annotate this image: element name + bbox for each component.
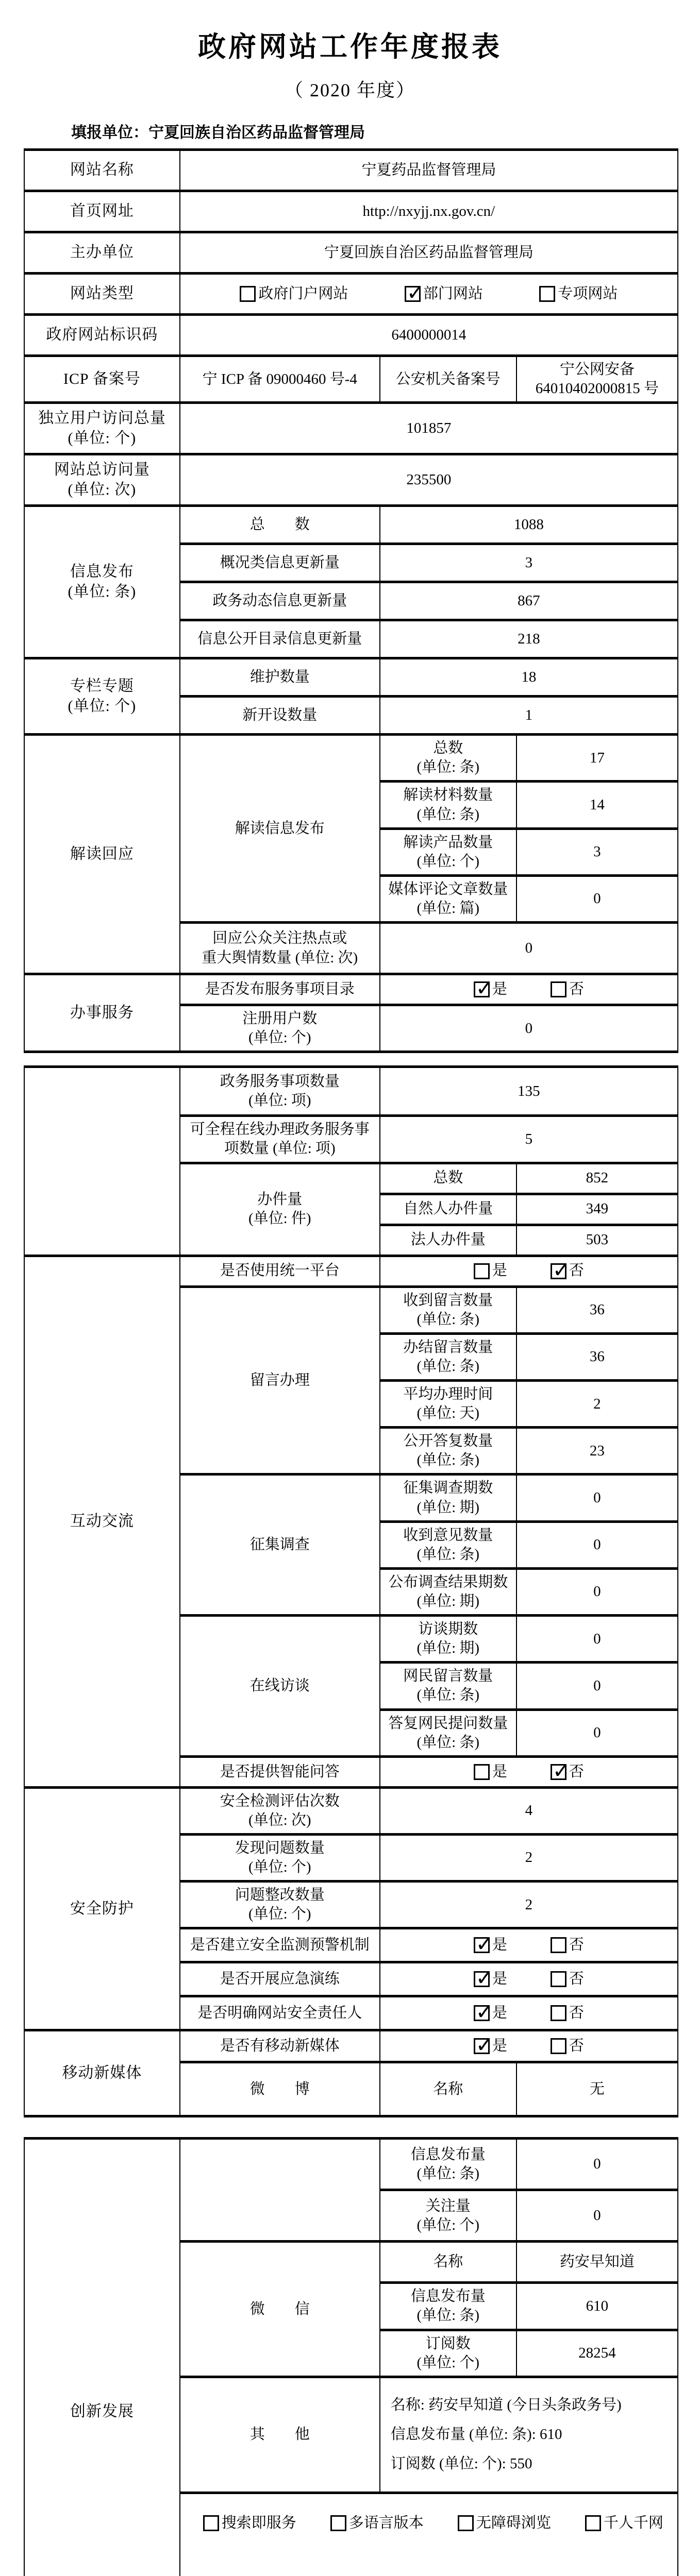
- checkbox-group: [384, 2004, 674, 2023]
- checkbox-label: 是: [492, 981, 507, 998]
- label-cell: 公开答复数量 (单位: 条): [380, 1428, 516, 1475]
- homepage-url-value: http://nxyjj.nx.gov.cn/: [180, 191, 678, 232]
- checkbox-group: [384, 1762, 674, 1782]
- checkbox-option: [474, 1970, 507, 1989]
- section-label-cell: 专栏专题 (单位: 个): [24, 658, 180, 735]
- value-cell: 23: [516, 1428, 678, 1475]
- checkbox-unchecked-icon: [203, 2515, 219, 2531]
- checkbox-label: 是: [492, 1937, 507, 1954]
- value-cell: 0: [516, 1521, 678, 1568]
- section-label-cell: 网站名称: [24, 150, 180, 191]
- site-id-code-value: 6400000014: [180, 315, 678, 356]
- checkbox-unchecked-icon: [474, 1263, 490, 1279]
- table-row: [24, 658, 678, 697]
- table-row: [24, 1256, 678, 1286]
- checkbox-label: 是: [492, 1262, 507, 1279]
- label-cell: 留言办理: [180, 1286, 380, 1475]
- label-cell: 维护数量: [180, 658, 380, 697]
- section-label-cell: 办事服务: [24, 974, 180, 1052]
- checkbox-checked-icon: [551, 1764, 566, 1780]
- checkbox-option: [474, 2037, 507, 2056]
- label-cell: 关注量 (单位: 个): [380, 2190, 516, 2242]
- label-cell: 信息发布量 (单位: 条): [380, 2283, 516, 2330]
- label-cell: 是否提供智能问答: [180, 1756, 380, 1787]
- checkbox-unchecked-icon: [551, 2038, 566, 2054]
- has-newmedia-options: [380, 2030, 678, 2062]
- checkbox-option: [551, 2004, 584, 2023]
- value-cell: 0: [516, 2190, 678, 2242]
- other-newmedia-info: [380, 2377, 678, 2493]
- section-innovation: 创新发展: [24, 2139, 180, 2576]
- section-label-cell: 网站总访问量 (单位: 次): [24, 454, 180, 506]
- value-cell: 18: [380, 658, 678, 697]
- label-cell: 总数: [380, 1163, 516, 1194]
- label-cell: 访谈期数 (单位: 期): [380, 1616, 516, 1663]
- value-cell: 867: [380, 582, 678, 620]
- label-cell: 发现问题数量 (单位: 个): [180, 1834, 380, 1881]
- checkbox-option: [551, 1970, 584, 1989]
- value-cell: 610: [516, 2283, 678, 2330]
- total-visits-value: 235500: [180, 454, 678, 506]
- checkbox-option: [474, 1936, 507, 1955]
- checkbox-option: [405, 284, 483, 303]
- value-cell: 0: [516, 2139, 678, 2190]
- label-cell: 是否使用统一平台: [180, 1256, 380, 1286]
- value-cell: 17: [516, 735, 678, 782]
- checkbox-group: [384, 980, 674, 999]
- label-cell: 回应公众关注热点或 重大舆情数量 (单位: 次): [180, 923, 380, 974]
- label-cell: 新开设数量: [180, 697, 380, 735]
- checkbox-option: [474, 1762, 507, 1782]
- basic-info-table: [24, 148, 678, 1053]
- value-cell: 135: [380, 1067, 678, 1116]
- table-row: [24, 506, 678, 544]
- value-cell: 14: [516, 782, 678, 828]
- checkbox-label: 是: [492, 2005, 507, 2022]
- page-title: 政府网站工作年度报表: [198, 31, 502, 62]
- section-label-cell: 解读回应: [24, 735, 180, 974]
- value-cell: 36: [516, 1286, 678, 1333]
- value-cell: 2: [380, 1834, 678, 1881]
- label-cell: 征集调查期数 (单位: 期): [380, 1475, 516, 1521]
- smart-qa-options: [380, 1756, 678, 1787]
- label-cell: 解读产品数量 (单位: 个): [380, 828, 516, 875]
- section-label-cell: 安全防护: [24, 1787, 180, 2030]
- table-row: [24, 274, 678, 315]
- value-cell: 349: [516, 1194, 678, 1225]
- checkbox-unchecked-icon: [551, 2005, 566, 2021]
- checkbox-option: [539, 284, 618, 303]
- table-row: [24, 315, 678, 356]
- value-cell: 0: [516, 1709, 678, 1756]
- value-cell: 5: [380, 1116, 678, 1163]
- table-row: [24, 150, 678, 191]
- report-header: [0, 0, 700, 142]
- checkbox-unchecked-icon: [551, 1937, 566, 1953]
- table-row: [24, 2030, 678, 2062]
- checkbox-label: 否: [569, 1763, 584, 1780]
- label-cell: 公安机关备案号: [380, 356, 516, 403]
- info-line: 订阅数 (单位: 个): 550: [390, 2455, 532, 2472]
- label-cell: 法人办件量: [380, 1225, 516, 1256]
- checkbox-unchecked-icon: [330, 2515, 346, 2531]
- checkbox-checked-icon: [551, 1263, 566, 1279]
- label-cell: 总数 (单位: 条): [380, 735, 516, 782]
- label-cell: 解读材料数量 (单位: 条): [380, 782, 516, 828]
- label-cell: 收到意见数量 (单位: 条): [380, 1521, 516, 1568]
- value-cell: 1: [380, 697, 678, 735]
- value-cell: 1088: [380, 506, 678, 544]
- label-cell: 解读信息发布: [180, 735, 380, 923]
- icp-number-value: 宁 ICP 备 09000460 号-4: [180, 356, 380, 403]
- checkbox-label: 搜索即服务: [221, 2514, 296, 2531]
- checkbox-label: 无障碍浏览: [476, 2514, 551, 2531]
- label-cell: 媒体评论文章数量 (单位: 篇): [380, 875, 516, 922]
- value-cell: 4: [380, 1787, 678, 1834]
- label-cell: 在线访谈: [180, 1616, 380, 1757]
- label-cell: 名称: [380, 2242, 516, 2283]
- checkbox-option: [458, 2514, 551, 2533]
- checkbox-option: [474, 2004, 507, 2023]
- value-cell: 0: [516, 1475, 678, 1521]
- info-paragraphs: [384, 2383, 674, 2486]
- label-cell: 总 数: [180, 506, 380, 544]
- reporting-unit-line: 填报单位：宁夏回族自治区药品监督管理局: [71, 124, 365, 141]
- table-row: [24, 1067, 678, 1116]
- value-cell: 36: [516, 1333, 678, 1380]
- police-record-number-value: 宁公网安备 64010402000815 号: [516, 356, 678, 403]
- unified-platform-options: [380, 1256, 678, 1286]
- checkbox-label: 否: [569, 1937, 584, 1954]
- checkbox-option: [585, 2514, 663, 2533]
- checkbox-label: 专项网站: [558, 285, 618, 302]
- report-year-subtitle: （ 2020 年度）: [284, 80, 415, 100]
- table-row: [24, 191, 678, 232]
- table-row: [24, 735, 678, 782]
- checkbox-checked-icon: [474, 2005, 490, 2021]
- value-cell: 0: [516, 875, 678, 922]
- checkbox-checked-icon: [405, 286, 421, 302]
- section-label-cell: 独立用户访问总量(单位: 个): [24, 403, 180, 454]
- security-warning-options: [380, 1928, 678, 1962]
- checkbox-checked-icon: [474, 2038, 490, 2054]
- label-cell: 征集调查: [180, 1475, 380, 1616]
- service-catalog-published-options: [380, 974, 678, 1005]
- label-cell: 微 信: [180, 2242, 380, 2377]
- site-type-options: [180, 274, 678, 315]
- label-cell: 收到留言数量 (单位: 条): [380, 1286, 516, 1333]
- value-cell: 2: [516, 1380, 678, 1427]
- checkbox-group: [384, 1936, 674, 1955]
- section-label-cell: 互动交流: [24, 1256, 180, 1787]
- label-cell: 是否建立安全监测预警机制: [180, 1928, 380, 1962]
- table-row: [24, 403, 678, 454]
- table-row: [24, 1787, 678, 1834]
- section-label-cell: 政府网站标识码: [24, 315, 180, 356]
- security-officer-options: [380, 1996, 678, 2030]
- checkbox-label: 否: [569, 1971, 584, 1988]
- label-cell: 可全程在线办理政务服务事 项数量 (单位: 项): [180, 1116, 380, 1163]
- info-line: 信息发布量 (单位: 条): 610: [390, 2426, 562, 2443]
- value-cell: 0: [516, 1663, 678, 1709]
- info-line: 名称: 药安早知道 (今日头条政务号): [390, 2397, 622, 2414]
- checkbox-unchecked-icon: [551, 981, 566, 997]
- label-cell: 安全检测评估次数 (单位: 次): [180, 1787, 380, 1834]
- checkbox-label: 是: [492, 2038, 507, 2055]
- checkbox-group: [186, 2514, 672, 2533]
- section-label-cell: 主办单位: [24, 232, 180, 274]
- checkbox-group: [384, 1970, 674, 1989]
- services-interaction-security-table: [24, 1065, 678, 2117]
- checkbox-option: [551, 980, 584, 999]
- value-cell: 3: [516, 828, 678, 875]
- label-cell: 平均办理时间 (单位: 天): [380, 1380, 516, 1427]
- label-cell: 信息发布量 (单位: 条): [380, 2139, 516, 2190]
- checkbox-label: 否: [569, 981, 584, 998]
- label-cell: 是否明确网站安全责任人: [180, 1996, 380, 2030]
- label-cell: 注册用户数 (单位: 个): [180, 1005, 380, 1052]
- weibo-name-value: 无: [516, 2062, 678, 2116]
- section-label-cell: 信息发布 (单位: 条): [24, 506, 180, 658]
- checkbox-unchecked-icon: [458, 2515, 474, 2531]
- checkbox-label: 多语言版本: [348, 2514, 424, 2531]
- checkbox-label: 部门网站: [423, 285, 483, 302]
- checkbox-label: 政府门户网站: [258, 285, 348, 302]
- checkbox-unchecked-icon: [551, 1971, 566, 1987]
- label-cell: 办结留言数量 (单位: 条): [380, 1333, 516, 1380]
- checkbox-group: [384, 1261, 674, 1280]
- checkbox-option: [474, 1261, 507, 1280]
- value-cell: 503: [516, 1225, 678, 1256]
- section-label-cell: 网站类型: [24, 274, 180, 315]
- checkbox-label: 否: [569, 2005, 584, 2022]
- value-cell: 0: [380, 923, 678, 974]
- checkbox-option: [474, 980, 507, 999]
- unique-visitors-value: 101857: [180, 403, 678, 454]
- newmedia-innovation-table: [24, 2137, 678, 2576]
- label-cell: 名称: [380, 2062, 516, 2116]
- label-cell: 概况类信息更新量: [180, 544, 380, 582]
- empty-section-cell: [24, 1067, 180, 1256]
- value-cell: 0: [516, 1568, 678, 1615]
- checkbox-group: [384, 2037, 674, 2056]
- label-cell: 公布调查结果期数 (单位: 期): [380, 1568, 516, 1615]
- checkbox-label: 是: [492, 1971, 507, 1988]
- table-row: [24, 2139, 678, 2190]
- report-tables-container: [0, 148, 700, 2576]
- label-cell: 是否发布服务事项目录: [180, 974, 380, 1005]
- checkbox-checked-icon: [474, 1937, 490, 1953]
- checkbox-label: 否: [569, 2038, 584, 2055]
- label-cell: 微 博: [180, 2062, 380, 2116]
- emergency-drill-options: [380, 1962, 678, 1996]
- value-cell: 852: [516, 1163, 678, 1194]
- value-cell: 0: [516, 1616, 678, 1663]
- value-cell: 2: [380, 1882, 678, 1928]
- label-cell: 办件量 (单位: 件): [180, 1163, 380, 1256]
- checkbox-option: [551, 1762, 584, 1782]
- value-cell: 0: [380, 1005, 678, 1052]
- label-cell: 信息公开目录信息更新量: [180, 620, 380, 658]
- innovation-options: [180, 2493, 678, 2576]
- checkbox-unchecked-icon: [240, 286, 256, 302]
- checkbox-option: [240, 284, 348, 303]
- table-row: [24, 974, 678, 1005]
- table-row: [24, 232, 678, 274]
- label-cell: 订阅数 (单位: 个): [380, 2330, 516, 2377]
- checkbox-option: [551, 2037, 584, 2056]
- checkbox-unchecked-icon: [474, 1764, 490, 1780]
- label-cell: 是否有移动新媒体: [180, 2030, 380, 2062]
- checkbox-label: 是: [492, 1763, 507, 1780]
- host-unit-value: 宁夏回族自治区药品监督管理局: [180, 232, 678, 274]
- section-label-cell: ICP 备案号: [24, 356, 180, 403]
- value-cell: 3: [380, 544, 678, 582]
- checkbox-option: [330, 2514, 424, 2533]
- label-cell: 其 他: [180, 2377, 380, 2493]
- checkbox-label: 否: [569, 1262, 584, 1279]
- label-cell: 问题整改数量 (单位: 个): [180, 1882, 380, 1928]
- section-label-cell: 移动新媒体: [24, 2030, 180, 2116]
- checkbox-unchecked-icon: [539, 286, 555, 302]
- value-cell: 28254: [516, 2330, 678, 2377]
- value-cell: 218: [380, 620, 678, 658]
- checkbox-option: [203, 2514, 296, 2533]
- table-row: [24, 454, 678, 506]
- label-cell: 答复网民提问数量 (单位: 条): [380, 1709, 516, 1756]
- checkbox-checked-icon: [474, 1971, 490, 1987]
- checkbox-group: [184, 284, 674, 303]
- site-name-value: 宁夏药品监督管理局: [180, 150, 678, 191]
- table-row: [24, 356, 678, 403]
- label-cell: 政务服务事项数量 (单位: 项): [180, 1067, 380, 1116]
- checkbox-unchecked-icon: [585, 2515, 601, 2531]
- checkbox-checked-icon: [474, 981, 490, 997]
- section-label-cell: 首页网址: [24, 191, 180, 232]
- empty-weibo-cell: [180, 2139, 380, 2242]
- label-cell: 网民留言数量 (单位: 条): [380, 1663, 516, 1709]
- label-cell: 是否开展应急演练: [180, 1962, 380, 1996]
- checkbox-option: [551, 1936, 584, 1955]
- wechat-name-value: 药安早知道: [516, 2242, 678, 2283]
- checkbox-label: 千人千网: [603, 2514, 663, 2531]
- label-cell: 自然人办件量: [380, 1194, 516, 1225]
- label-cell: 政务动态信息更新量: [180, 582, 380, 620]
- checkbox-option: [551, 1261, 584, 1280]
